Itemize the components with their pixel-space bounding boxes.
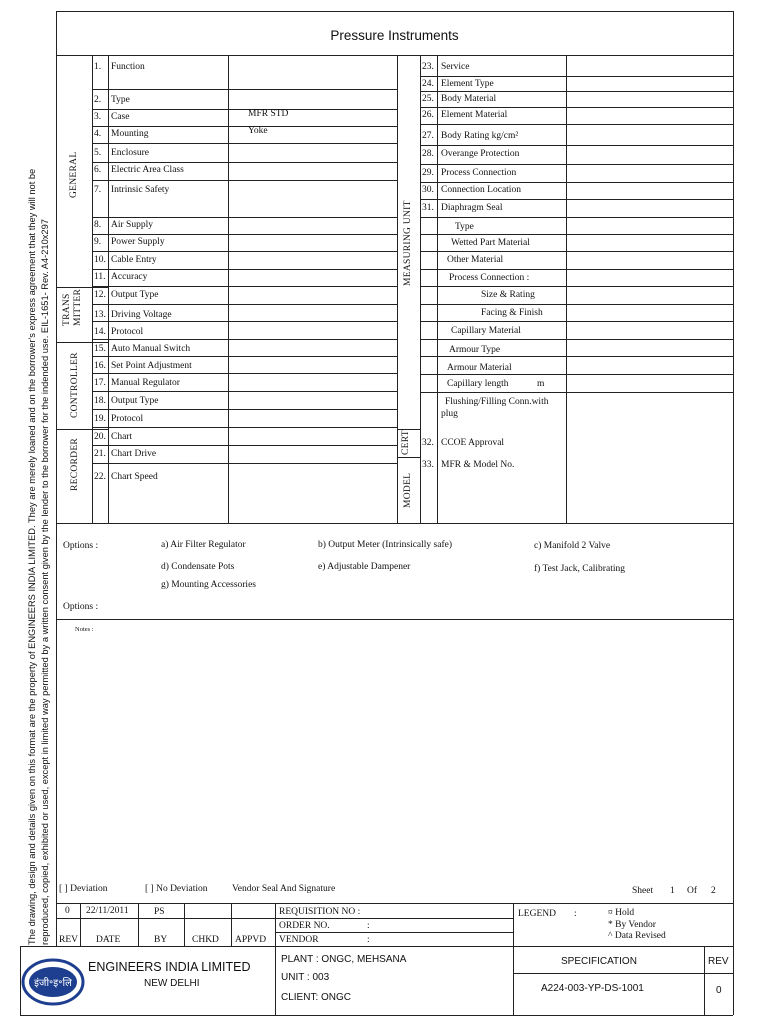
right-item-label: Overange Protection — [441, 149, 520, 159]
company-name: ENGINEERS INDIA LIMITED — [88, 960, 251, 974]
left-item-label: Function — [111, 62, 145, 72]
left-item-label: Power Supply — [111, 237, 165, 247]
left-item-value[interactable]: Yoke — [248, 126, 268, 136]
left-item-label: Electric Area Class — [111, 165, 184, 175]
options-label-1: Options : — [63, 541, 99, 551]
right-item-label: MFR & Model No. — [441, 460, 515, 470]
left-item-number: 9. — [94, 237, 102, 247]
right-item-label: Armour Type — [449, 345, 501, 355]
left-item-number: 3. — [94, 112, 102, 122]
left-item-label: Intrinsic Safety — [111, 185, 170, 195]
right-item-label: Process Connection — [441, 168, 517, 178]
vendor-label: VENDOR — [279, 935, 319, 945]
left-item-label: Output Type — [111, 396, 159, 406]
section-recorder: RECORDER — [70, 437, 80, 491]
section-cert: CERT — [401, 430, 411, 455]
left-item-label: Mounting — [111, 129, 149, 139]
chkd-header: CHKD — [192, 935, 219, 945]
right-item-label: Facing & Finish — [481, 308, 543, 318]
disclaimer-line-2: reproduced, copied, exhibited or used, except in limited way permitted by a written consent given by the lender to the borrower for the indended use. EIL-1651- Rev. A4-210x297 — [40, 219, 50, 945]
client-label: CLIENT: ONGC — [281, 992, 352, 1003]
option-a: a) Air Filter Regulator — [161, 540, 246, 550]
flushing-line2: plug — [441, 409, 458, 419]
left-item-label: Case — [111, 112, 130, 122]
left-item-number: 2. — [94, 95, 102, 105]
options-label-2: Options : — [63, 602, 99, 612]
left-item-number: 4. — [94, 129, 102, 139]
capillary-unit: m — [537, 379, 545, 389]
right-item-number: 33. — [422, 460, 434, 470]
right-item-label: Size & Rating — [481, 290, 535, 300]
section-controller: CONTROLLER — [70, 352, 80, 418]
vendor-seal-label: Vendor Seal And Signature — [232, 884, 336, 894]
specification-label: SPECIFICATION — [561, 956, 637, 967]
order-colon: : — [367, 921, 370, 931]
sheet-of: Of — [687, 886, 698, 896]
left-item-label: Enclosure — [111, 148, 149, 158]
deviation-check[interactable]: [ ] Deviation — [59, 884, 108, 894]
left-item-label: Accuracy — [111, 272, 148, 282]
right-item-label: Body Rating kg/cm² — [441, 131, 519, 141]
left-item-number: 11. — [94, 272, 106, 282]
left-item-label: Air Supply — [111, 220, 153, 230]
right-item-label: Armour Material — [447, 363, 512, 373]
left-item-number: 16. — [94, 361, 106, 371]
left-item-number: 20. — [94, 432, 106, 442]
sheet-total: 2 — [711, 886, 716, 896]
left-item-number: 1. — [94, 62, 102, 72]
right-item-label: Process Connection : — [449, 273, 530, 283]
legend-hold: ¤ Hold — [608, 908, 635, 918]
section-general: GENERAL — [69, 151, 79, 198]
right-item-label: Element Material — [441, 110, 508, 120]
left-item-label: Protocol — [111, 327, 144, 337]
left-item-number: 6. — [94, 165, 102, 175]
sheet-number: 1 — [670, 886, 675, 896]
right-item-label: Capillary length — [447, 379, 509, 389]
unit-label: UNIT : 003 — [281, 972, 330, 983]
right-item-number: 26. — [422, 110, 434, 120]
left-item-label: Chart Speed — [111, 472, 158, 482]
section-measuring-unit: MEASURING UNIT — [403, 200, 413, 286]
left-item-label: Auto Manual Switch — [111, 344, 191, 354]
notes-label: Notes : — [75, 626, 94, 633]
right-item-number: 32. — [422, 438, 434, 448]
left-item-label: Output Type — [111, 290, 159, 300]
left-item-number: 14. — [94, 327, 106, 337]
no-deviation-check[interactable]: [ ] No Deviation — [145, 884, 208, 894]
left-item-number: 18. — [94, 396, 106, 406]
date-header: DATE — [96, 935, 121, 945]
right-item-number: 30. — [422, 185, 434, 195]
left-item-number: 21. — [94, 449, 106, 459]
right-item-number: 24. — [422, 79, 434, 89]
company-city: NEW DELHI — [144, 978, 200, 989]
right-item-label: CCOE Approval — [441, 438, 505, 448]
right-item-label: Connection Location — [441, 185, 521, 195]
left-item-number: 7. — [94, 185, 102, 195]
left-item-number: 12. — [94, 290, 106, 300]
rev-label: REV — [708, 956, 729, 967]
left-item-number: 10. — [94, 255, 106, 265]
right-item-label: Type — [455, 222, 474, 232]
right-item-label: Service — [441, 62, 470, 72]
left-item-value[interactable]: MFR STD — [248, 109, 289, 119]
right-item-label: Element Type — [441, 79, 494, 89]
page-title: Pressure Instruments — [330, 28, 459, 43]
section-transmitter-2: MITTER — [73, 288, 83, 326]
right-item-label: Capillary Material — [451, 326, 521, 336]
option-b: b) Output Meter (Intrinsically safe) — [318, 540, 453, 550]
left-item-label: Cable Entry — [111, 255, 157, 265]
left-item-number: 17. — [94, 378, 106, 388]
document-number: A224-003-YP-DS-1001 — [541, 983, 644, 994]
plant-label: PLANT : ONGC, MEHSANA — [281, 954, 407, 965]
by-header: BY — [154, 935, 168, 945]
option-f: f) Test Jack, Calibrating — [534, 564, 625, 574]
order-label: ORDER NO. — [279, 921, 330, 931]
vendor-colon: : — [367, 935, 370, 945]
section-model: MODEL — [403, 472, 413, 508]
right-item-number: 28. — [422, 149, 434, 159]
date-value: 22/11/2011 — [86, 906, 129, 916]
right-item-label: Flushing/Filling Conn.with — [445, 397, 549, 407]
eil-logo — [20, 951, 86, 1013]
left-item-label: Chart — [111, 432, 133, 442]
right-item-label: Diaphragm Seal — [441, 203, 503, 213]
sheet-label: Sheet — [632, 886, 654, 896]
requisition-label: REQUISITION NO : — [279, 907, 361, 917]
legend-by-vendor: * By Vendor — [608, 920, 656, 930]
right-item-number: 31. — [422, 203, 434, 213]
right-item-label: Other Material — [447, 255, 504, 265]
option-e: e) Adjustable Dampener — [318, 562, 411, 572]
right-item-number: 25. — [422, 94, 434, 104]
right-item-number: 27. — [422, 131, 434, 141]
left-item-label: Manual Regulator — [111, 378, 180, 388]
legend-data-revised: ^ Data Revised — [608, 931, 666, 941]
left-item-label: Set Point Adjustment — [111, 361, 192, 371]
left-item-label: Protocol — [111, 414, 144, 424]
by-value: PS — [154, 907, 165, 917]
option-d: d) Condensate Pots — [161, 562, 235, 572]
ownership-disclaimer — [26, 15, 52, 945]
option-c: c) Manifold 2 Valve — [534, 541, 611, 551]
right-item-number: 23. — [422, 62, 434, 72]
appvd-header: APPVD — [235, 935, 267, 945]
legend-label: LEGEND — [518, 909, 556, 919]
left-item-number: 19. — [94, 414, 106, 424]
section-transmitter-1: TRANS — [62, 293, 72, 326]
rev-value: 0 — [65, 906, 70, 916]
legend-colon: : — [574, 909, 577, 919]
left-item-number: 5. — [94, 148, 102, 158]
left-item-number: 8. — [94, 220, 102, 230]
left-item-label: Chart Drive — [111, 449, 157, 459]
left-item-number: 15. — [94, 344, 106, 354]
left-item-label: Type — [111, 95, 130, 105]
left-item-number: 22. — [94, 472, 106, 482]
logo-text: इंजी॰इ॰लि — [34, 978, 72, 989]
right-item-number: 29. — [422, 168, 434, 178]
left-item-label: Driving Voltage — [111, 310, 172, 320]
right-item-label: Body Material — [441, 94, 497, 104]
right-item-label: Wetted Part Material — [451, 238, 530, 248]
disclaimer-line-1: The drawing, design and details given on this format are the property of ENGINEERS INDIA LIMITED. They are merely loaned and on the borrower's express agreement that they will not be — [27, 168, 37, 945]
rev-header: REV — [59, 935, 78, 945]
option-g: g) Mounting Accessories — [161, 580, 256, 590]
left-item-number: 13. — [94, 310, 106, 320]
document-rev: 0 — [716, 985, 722, 996]
